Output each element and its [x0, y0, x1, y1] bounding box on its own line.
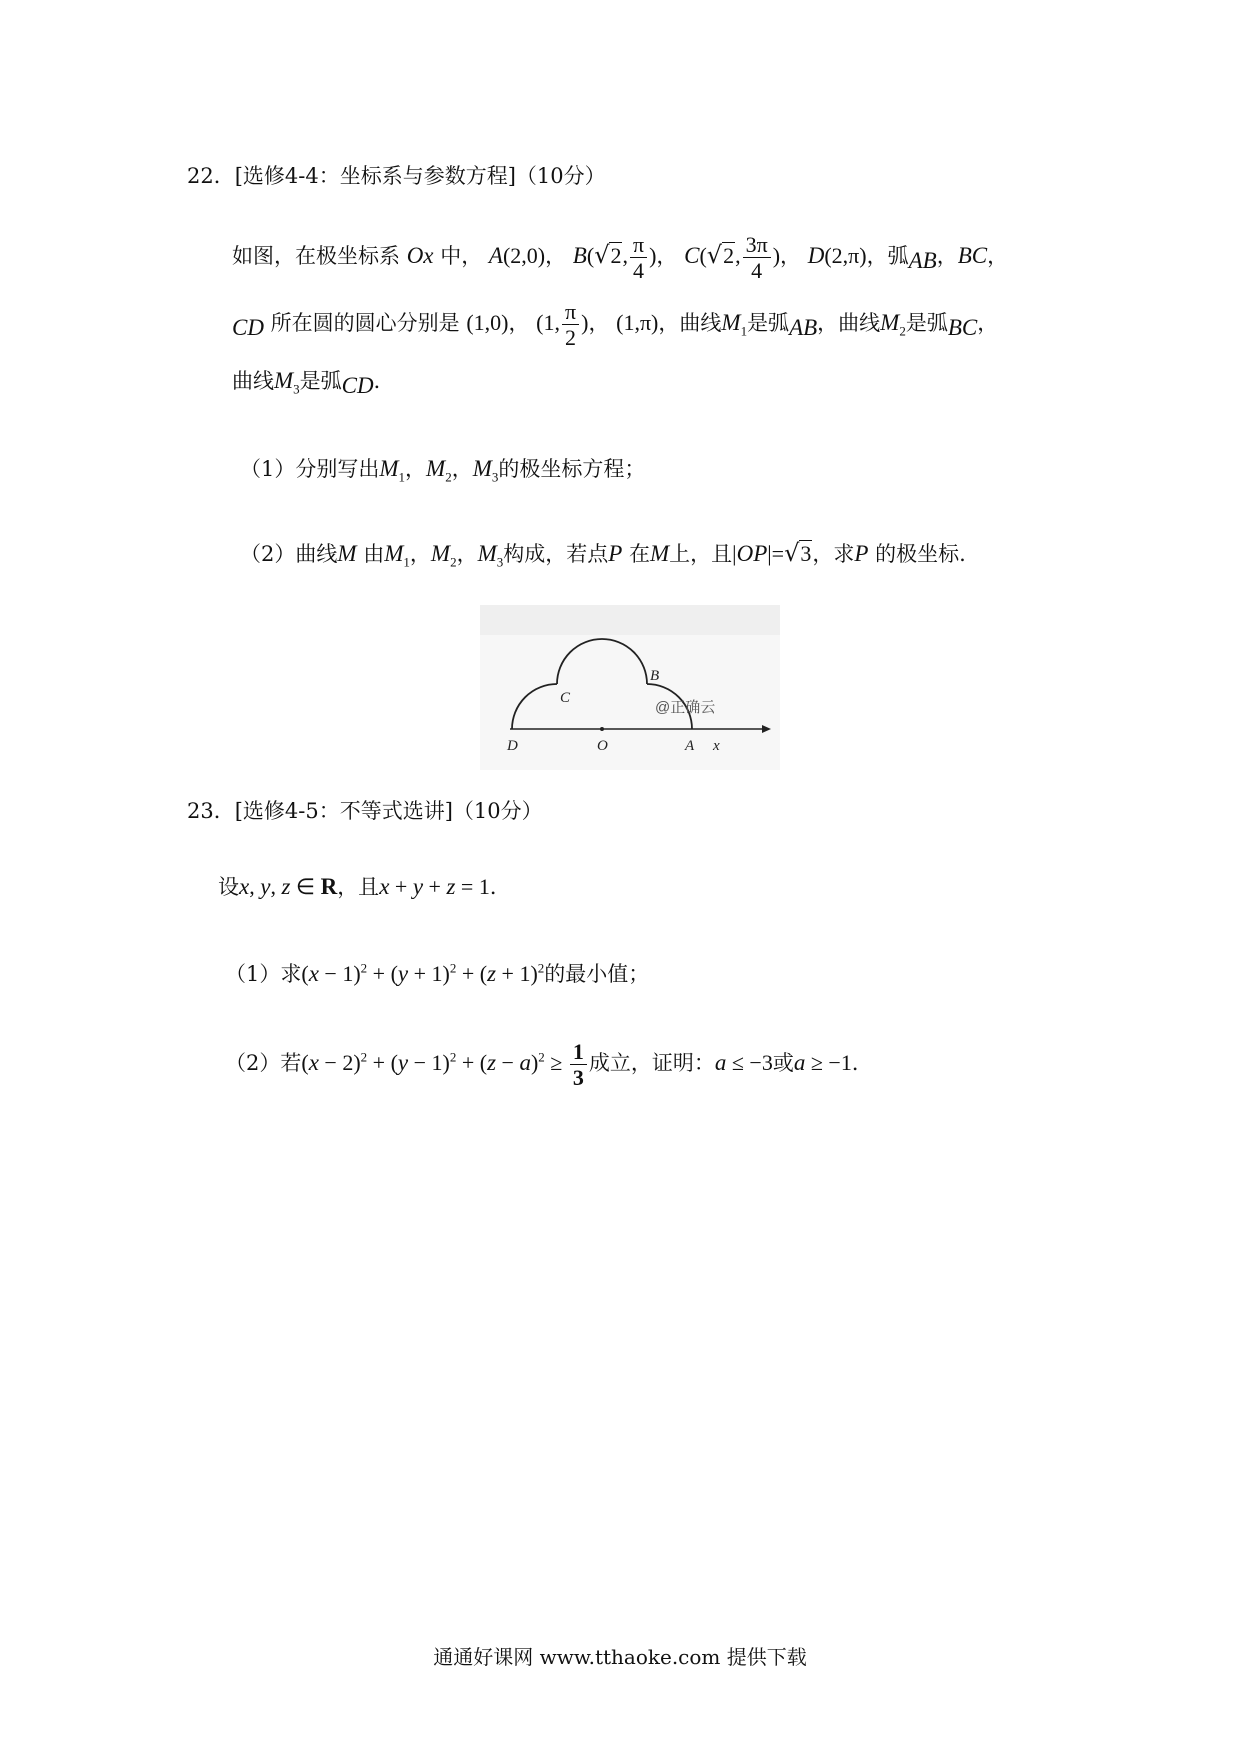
point-b: B	[572, 243, 587, 269]
period: ．	[373, 369, 395, 393]
q22-part2-text-7: 的极坐标.	[875, 542, 966, 566]
q23-part1-end: 的最小值；	[544, 962, 650, 986]
fraction-1-3: $\frac{1}{3}$	[570, 1040, 587, 1089]
q23-intro-text-2: ，且	[337, 875, 380, 899]
separator: ，	[936, 244, 958, 269]
separator: ，	[409, 542, 431, 566]
separator: ，	[588, 311, 610, 336]
is-arc-text: 是弧	[299, 369, 342, 393]
curve-word: 曲线	[232, 369, 274, 393]
origin-dot	[600, 727, 604, 731]
q22-part-2: （2）曲线M 由$M_1$，$M_2$，$M_3$构成，若点P 在M上，且|OP|=√3，求P 的极坐标.	[240, 539, 966, 570]
q23-part2-text-2: 成立，证明：	[588, 1051, 715, 1076]
q23-title: [选修4-5：不等式选讲]（10分）	[234, 799, 543, 823]
curve-word: 曲线	[838, 311, 881, 336]
q23-part1-text: （1）求	[225, 962, 302, 986]
separator: ，	[866, 244, 888, 269]
q23-part-1: （1）求$(x - 1)^2 + (y + 1)^2 + (z + 1)^2$的最小值；	[225, 960, 650, 986]
q22-part2-text-3: 构成，若点	[503, 542, 609, 566]
separator: ，	[658, 311, 680, 336]
q22-heading	[187, 164, 606, 189]
period: ．	[851, 1051, 873, 1076]
fraction-pi-4: $\frac{\pi}{4}$	[630, 233, 647, 282]
q22-part2-text-5: 上，且	[669, 542, 733, 566]
q22-line-1: 如图，在极坐标系 Ox 中， A(2,0)， B(√2, $\frac{\pi}{4}$ )， C(√2, $\frac{3\pi}{4}$ )， D(2,π)，弧AB，BC，	[232, 232, 1009, 284]
point-c: C	[684, 243, 700, 269]
label-o: O	[597, 738, 608, 754]
axis-name: Ox	[406, 243, 434, 269]
curve-word: 曲线	[679, 311, 722, 336]
q22-part-1: （1）分别写出$M_1$，$M_2$，$M_3$的极坐标方程；	[240, 456, 646, 485]
q22-part2-text: （2）曲线	[240, 542, 338, 566]
separator: ，	[987, 244, 1009, 269]
label-a: A	[685, 738, 695, 754]
point-a: A	[488, 243, 503, 269]
is-arc-text: 是弧	[747, 311, 790, 336]
separator: ，	[451, 457, 473, 481]
point-d: D	[807, 243, 825, 269]
q22-intro-text-2: 中，	[440, 244, 483, 269]
or-word: 或	[772, 1051, 794, 1076]
label-c: C	[560, 690, 571, 706]
q22-title: [选修4-4：坐标系与参数方程]（10分）	[234, 164, 606, 188]
q22-centers-text: 所在圆的圆心分别是	[270, 311, 460, 336]
q22-part2-text-6: ，求	[812, 542, 855, 566]
separator: ，	[508, 311, 530, 336]
label-b: B	[650, 668, 660, 684]
q22-intro-text: 如图，在极坐标系	[232, 244, 400, 269]
period: ．	[489, 875, 511, 899]
separator: ，	[456, 542, 478, 566]
label-d: D	[507, 738, 518, 754]
figure-smudge	[480, 605, 780, 635]
q22-part2-text-4: 在	[629, 542, 650, 566]
arc-word: 弧	[887, 244, 909, 269]
q22-line-3: 曲线$M_3$是弧CD．	[232, 368, 395, 398]
q23-line-1: 设x, y, z ∈ R，且x + y + z = 1．	[218, 874, 511, 899]
q22-part1-text: （1）分别写出	[240, 457, 380, 481]
q23-number: 23．	[187, 799, 235, 823]
watermark: @正确云	[655, 699, 716, 716]
separator: ，	[780, 244, 802, 269]
fraction-pi-2: $\frac{\pi}{2}$	[562, 300, 579, 349]
is-arc-text: 是弧	[905, 311, 948, 336]
q22-number: 22．	[187, 164, 235, 188]
separator: ，	[977, 311, 999, 336]
label-x: x	[713, 738, 720, 754]
q22-line-2: CD 所在圆的圆心分别是 (1,0)， (1, $\frac{\pi}{2}$ )， (1,π)，曲线$M_1$是弧AB，曲线$M_2$是弧BC，	[232, 299, 999, 351]
separator: ，	[545, 244, 567, 269]
q23-part-2: （2）若$(x - 2)^2 + (y - 1)^2 + (z - a)^2$ ≥ $\frac{1}{3}$ 成立，证明：a ≤ −3或a ≥ −1．	[225, 1039, 873, 1091]
q23-part2-text: （2）若	[225, 1051, 302, 1076]
q23-intro-text: 设	[218, 875, 239, 899]
q23-heading	[187, 799, 543, 824]
q22-part1-end: 的极坐标方程；	[498, 457, 646, 481]
fraction-3pi-4: $\frac{3\pi}{4}$	[743, 233, 771, 282]
polar-arcs-figure	[480, 605, 780, 770]
separator: ，	[817, 311, 839, 336]
q22-part2-text-2: 由	[363, 542, 385, 566]
separator: ，	[405, 457, 427, 481]
separator: ，	[656, 244, 678, 269]
footer-source: 通通好课网 www.tthaoke.com 提供下载	[433, 1645, 807, 1669]
